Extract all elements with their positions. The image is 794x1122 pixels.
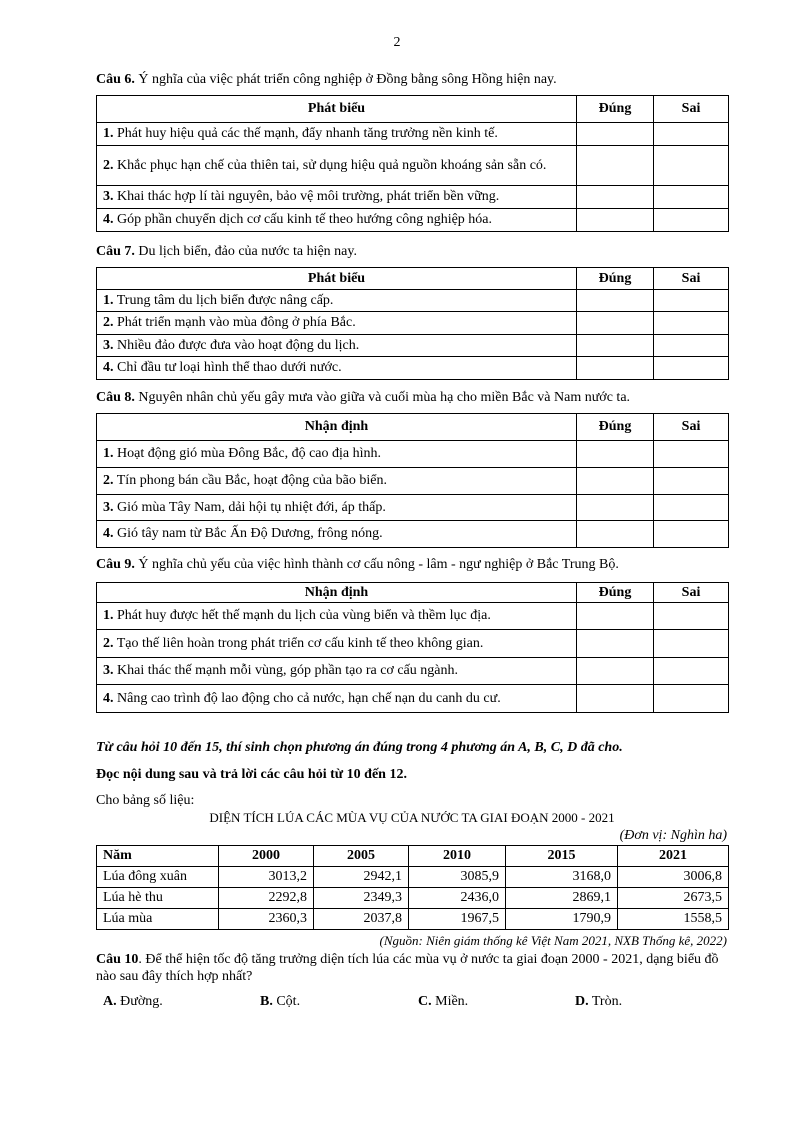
header-true: Đúng [577, 583, 654, 603]
statement-text: Nhiều đảo được đưa vào hoạt động du lịch. [113, 337, 360, 353]
table-cell: 2436,0 [409, 888, 506, 909]
row-label: Lúa mùa [97, 909, 219, 930]
statement-text: Gió tây nam từ Bắc Ấn Độ Dương, frông nóng. [113, 526, 383, 541]
false-cell[interactable] [654, 495, 729, 521]
header-false: Sai [654, 583, 729, 603]
row-label: Lúa đông xuân [97, 867, 219, 888]
header-statement: Nhận định [97, 414, 577, 441]
question-7 [96, 243, 728, 260]
statement [97, 146, 577, 186]
statement-text: Phát huy được hết thế mạnh du lịch của vùng biển và thềm lục địa. [113, 608, 491, 623]
question-text: Du lịch biển, đảo của nước ta hiện nay. [134, 244, 357, 259]
instruction-multiple-choice: Từ câu hỏi 10 đến 15, thí sinh chọn phương án đúng trong 4 phương án A, B, C, D đã cho. [96, 740, 623, 755]
option-letter: D. [575, 994, 589, 1009]
false-cell[interactable] [654, 335, 729, 357]
statement-text: Chỉ đầu tư loại hình thể thao dưới nước. [113, 360, 342, 375]
true-cell[interactable] [577, 186, 654, 209]
true-cell[interactable] [577, 658, 654, 685]
table-cell: 2037,8 [314, 909, 409, 930]
header-statement: Nhận định [97, 583, 577, 603]
statement-text: Phát triển mạnh vào mùa đông ở phía Bắc. [113, 315, 356, 330]
statement-number: 3. [103, 663, 114, 678]
question-text: Nguyên nhân chủ yếu gây mưa vào giữa và cuối mùa hạ cho miền Bắc và Nam nước ta. [134, 390, 631, 405]
table-cell: 3013,2 [219, 867, 314, 888]
statement [97, 441, 577, 468]
false-cell[interactable] [654, 290, 729, 312]
false-cell[interactable] [654, 209, 729, 232]
option-text: Cột. [272, 994, 301, 1009]
statement-number: 1. [103, 292, 114, 308]
table-cell: 2869,1 [506, 888, 618, 909]
row-label: Lúa hè thu [97, 888, 219, 909]
statement-text: Nâng cao trình độ lao động cho cả nước, hạn chế nạn du canh du cư. [113, 690, 501, 706]
header-cell: 2000 [219, 846, 314, 867]
true-cell[interactable] [577, 290, 654, 312]
header-false: Sai [654, 268, 729, 290]
statement [97, 521, 577, 548]
question-text: Ý nghĩa của việc phát triển công nghiệp ở Đồng bằng sông Hồng hiện nay. [134, 72, 557, 87]
table-unit: (Đơn vị: Nghìn ha) [619, 828, 727, 843]
table-cell: 2673,5 [618, 888, 729, 909]
table-cell: 2349,3 [314, 888, 409, 909]
question-10 [96, 951, 732, 985]
table-row [97, 909, 729, 930]
option-a[interactable] [103, 994, 163, 1010]
true-cell[interactable] [577, 603, 654, 630]
statement [97, 123, 577, 146]
statement [97, 685, 577, 713]
statement [97, 186, 577, 209]
header-true: Đúng [577, 268, 654, 290]
statement [97, 495, 577, 521]
statement [97, 357, 577, 380]
statement-text: Khắc phục hạn chế của thiên tai, sử dụng hiệu quả nguồn khoáng sản sẵn có. [113, 157, 547, 173]
true-cell[interactable] [577, 335, 654, 357]
false-cell[interactable] [654, 186, 729, 209]
table-cell: 2942,1 [314, 867, 409, 888]
true-cell[interactable] [577, 146, 654, 186]
statement-number: 2. [103, 635, 114, 651]
header-true: Đúng [577, 414, 654, 441]
false-cell[interactable] [654, 603, 729, 630]
statement-text: Tín phong bán cầu Bắc, hoạt động của bão biển. [113, 473, 387, 488]
question-9 [96, 556, 728, 573]
true-cell[interactable] [577, 630, 654, 658]
table-row [97, 867, 729, 888]
q7-table [96, 267, 729, 380]
statement-number: 4. [103, 690, 114, 706]
statement-text: Góp phần chuyển dịch cơ cấu kinh tế theo hướng công nghiệp hóa. [113, 212, 493, 227]
option-text: Tròn. [588, 994, 623, 1009]
header-true: Đúng [577, 96, 654, 123]
statement-text: Hoạt động gió mùa Đông Bắc, độ cao địa hình. [113, 446, 382, 461]
header-statement: Phát biểu [97, 268, 577, 290]
question-6 [96, 71, 728, 88]
true-cell[interactable] [577, 357, 654, 380]
option-c[interactable] [418, 994, 468, 1010]
question-text: . Để thể hiện tốc độ tăng trưởng diện tích lúa các mùa vụ ở nước ta giai đoạn 2000 - 2021, dạng biểu đồ nào sau đây thích hợp nhất? [96, 952, 719, 984]
statement [97, 335, 577, 357]
false-cell[interactable] [654, 357, 729, 380]
header-cell: 2015 [506, 846, 618, 867]
statement-number: 2. [103, 157, 114, 173]
table-header-row [97, 846, 729, 867]
true-cell[interactable] [577, 123, 654, 146]
q8-table [96, 413, 729, 548]
statement-text: Khai thác hợp lí tài nguyên, bảo vệ môi trường, phát triển bền vững. [113, 189, 500, 204]
statement-number: 4. [103, 212, 114, 227]
question-label: Câu 6. [96, 72, 135, 87]
statement-number: 2. [103, 473, 114, 488]
true-cell[interactable] [577, 209, 654, 232]
question-label: Câu 9. [96, 557, 135, 572]
statement-number: 2. [103, 315, 114, 330]
option-letter: B. [260, 994, 273, 1009]
true-cell[interactable] [577, 685, 654, 713]
statement-number: 4. [103, 526, 114, 541]
table-cell: 3006,8 [618, 867, 729, 888]
true-cell[interactable] [577, 441, 654, 468]
statement [97, 468, 577, 495]
true-cell[interactable] [577, 312, 654, 335]
table-cell: 1790,9 [506, 909, 618, 930]
option-b[interactable] [260, 994, 300, 1010]
q6-table [96, 95, 729, 232]
false-cell[interactable] [654, 312, 729, 335]
table-intro: Cho bảng số liệu: [96, 793, 195, 808]
table-row [97, 888, 729, 909]
false-cell[interactable] [654, 658, 729, 685]
table-cell: 3168,0 [506, 867, 618, 888]
false-cell[interactable] [654, 146, 729, 186]
header-false: Sai [654, 414, 729, 441]
header-cell: Năm [97, 846, 219, 867]
statement-text: Gió mùa Tây Nam, dải hội tụ nhiệt đới, áp thấp. [113, 499, 386, 515]
false-cell[interactable] [654, 123, 729, 146]
statement-number: 1. [103, 446, 114, 461]
false-cell[interactable] [654, 630, 729, 658]
false-cell[interactable] [654, 521, 729, 548]
option-letter: A. [103, 994, 117, 1009]
false-cell[interactable] [654, 685, 729, 713]
question-label: Câu 8. [96, 390, 135, 405]
table-cell: 1558,5 [618, 909, 729, 930]
table-cell: 3085,9 [409, 867, 506, 888]
statement [97, 658, 577, 685]
statement-number: 3. [103, 499, 114, 515]
statement-number: 3. [103, 337, 114, 353]
statement [97, 603, 577, 630]
table-title: DIỆN TÍCH LÚA CÁC MÙA VỤ CỦA NƯỚC TA GIAI ĐOẠN 2000 - 2021 [209, 810, 615, 825]
q9-table [96, 582, 729, 713]
header-false: Sai [654, 96, 729, 123]
true-cell[interactable] [577, 521, 654, 548]
table-cell: 1967,5 [409, 909, 506, 930]
true-cell[interactable] [577, 495, 654, 521]
question-8 [96, 389, 728, 406]
page-number: 2 [393, 35, 401, 50]
option-text: Đường. [116, 994, 163, 1009]
statement-number: 1. [103, 608, 114, 623]
statement [97, 209, 577, 232]
option-d[interactable] [575, 994, 622, 1010]
option-text: Miền. [431, 994, 469, 1009]
false-cell[interactable] [654, 468, 729, 495]
question-text: Ý nghĩa chủ yếu của việc hình thành cơ cấu nông - lâm - ngư nghiệp ở Bắc Trung Bộ. [134, 557, 619, 572]
header-cell: 2005 [314, 846, 409, 867]
header-cell: 2010 [409, 846, 506, 867]
option-letter: C. [418, 994, 432, 1009]
question-label: Câu 7. [96, 244, 135, 259]
true-cell[interactable] [577, 468, 654, 495]
false-cell[interactable] [654, 441, 729, 468]
instruction-read: Đọc nội dung sau và trả lời các câu hỏi từ 10 đến 12. [96, 767, 407, 782]
question-label: Câu 10 [96, 952, 139, 967]
statement-number: 3. [103, 189, 114, 204]
header-cell: 2021 [618, 846, 729, 867]
statement-text: Khai thác thế mạnh mỗi vùng, góp phần tạo ra cơ cấu ngành. [113, 663, 458, 678]
rice-area-table [96, 845, 729, 930]
statement-text: Trung tâm du lịch biển được nâng cấp. [113, 292, 334, 308]
statement-number: 1. [103, 126, 114, 141]
statement [97, 290, 577, 312]
statement-number: 4. [103, 360, 114, 375]
statement [97, 312, 577, 335]
statement-text: Phát huy hiệu quả các thế mạnh, đẩy nhanh tăng trưởng nền kinh tế. [113, 126, 498, 141]
header-statement: Phát biểu [97, 96, 577, 123]
statement-text: Tạo thế liên hoàn trong phát triển cơ cấu kinh tế theo không gian. [113, 635, 484, 651]
statement [97, 630, 577, 658]
table-source: (Nguồn: Niên giám thống kê Việt Nam 2021, NXB Thống kê, 2022) [379, 933, 727, 948]
table-cell: 2360,3 [219, 909, 314, 930]
table-cell: 2292,8 [219, 888, 314, 909]
